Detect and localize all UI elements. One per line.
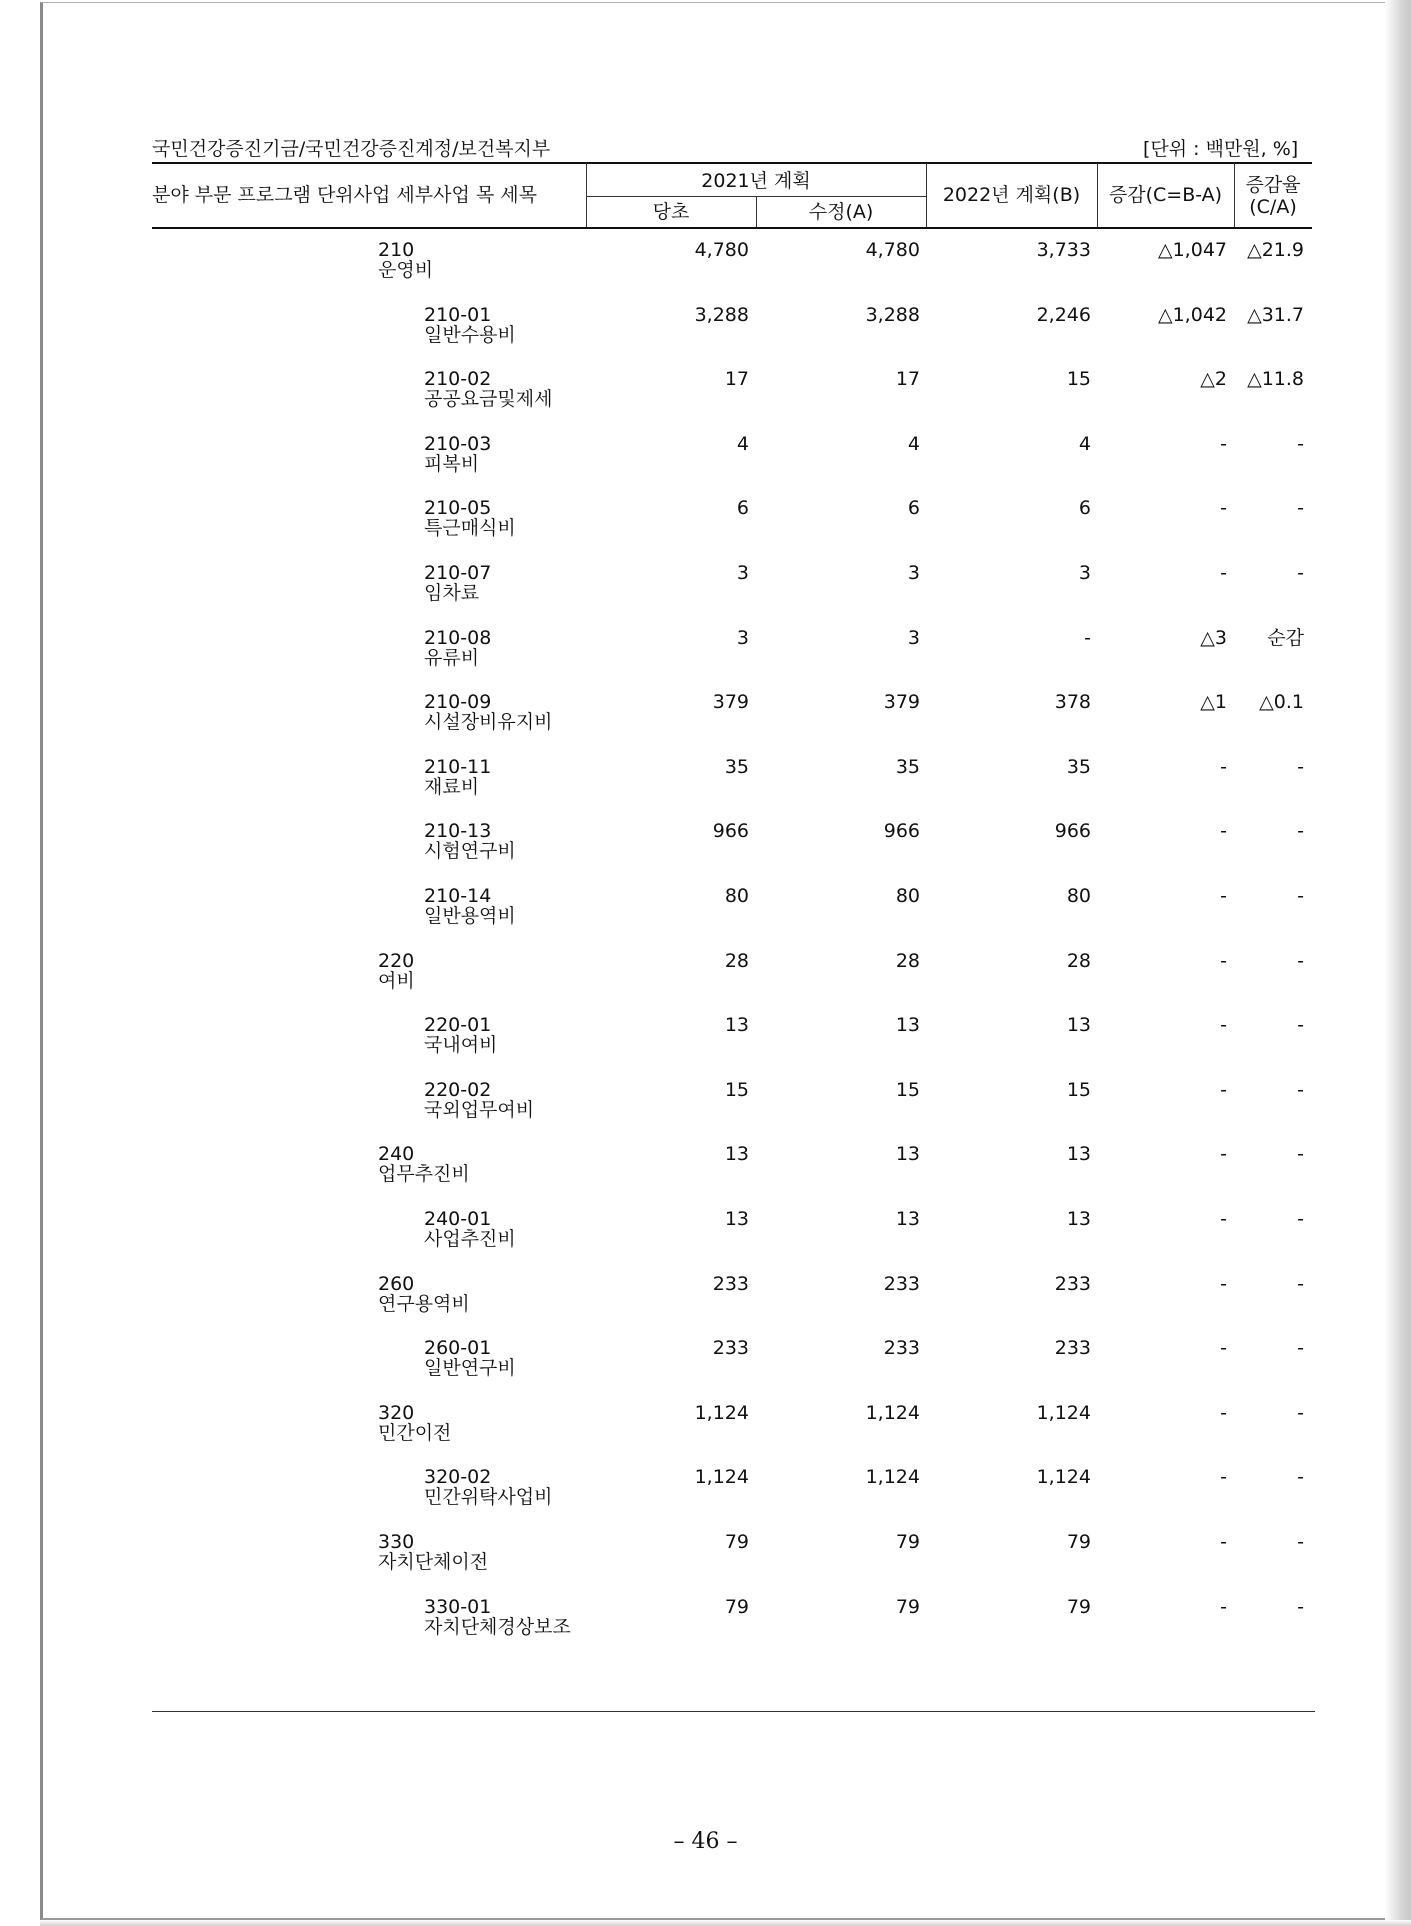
- footer-rule: [152, 1711, 1315, 1712]
- original-amount: 233: [712, 1272, 749, 1295]
- item-name: 일반연구비: [424, 1357, 516, 1380]
- change-amount: -: [1220, 1014, 1227, 1037]
- revised-amount: 3: [907, 626, 920, 649]
- plan-2022-amount: 233: [1054, 1337, 1091, 1360]
- item-name: 여비: [378, 969, 415, 992]
- change-rate: -: [1297, 1466, 1304, 1489]
- original-amount: 80: [724, 885, 749, 907]
- header-plan-2021: 2021년 계획: [701, 170, 811, 192]
- revised-amount: 79: [895, 1531, 920, 1553]
- table-row: [0, 1015, 1411, 1079]
- table-row: [0, 563, 1411, 627]
- plan-2022-amount: -: [1084, 626, 1091, 649]
- item-name: 자치단체이전: [378, 1551, 489, 1573]
- change-amount: △3: [1200, 626, 1227, 649]
- table-row: [0, 369, 1411, 433]
- item-name: 국내여비: [424, 1034, 498, 1057]
- plan-2022-amount: 15: [1066, 1078, 1091, 1101]
- item-name: 업무추진비: [378, 1163, 470, 1186]
- original-amount: 13: [724, 1143, 749, 1166]
- change-rate: △31.7: [1247, 303, 1304, 326]
- revised-amount: 79: [895, 1595, 920, 1618]
- item-code: 210-08: [424, 626, 492, 649]
- header-rate-line1: 증감율: [1245, 174, 1301, 196]
- plan-2022-amount: 233: [1054, 1272, 1091, 1295]
- item-code: 210-02: [424, 368, 492, 391]
- table-row: [0, 951, 1411, 1015]
- revised-amount: 13: [895, 1143, 920, 1166]
- change-amount: △1,047: [1157, 239, 1227, 261]
- revised-amount: 28: [895, 949, 920, 972]
- plan-2022-amount: 966: [1054, 820, 1091, 843]
- change-amount: △2: [1200, 368, 1227, 391]
- original-amount: 17: [724, 368, 749, 391]
- item-name: 임차료: [424, 582, 480, 604]
- plan-2022-amount: 13: [1066, 1143, 1091, 1166]
- item-name: 국외업무여비: [424, 1098, 535, 1121]
- item-code: 210-03: [424, 432, 492, 455]
- original-amount: 35: [724, 755, 749, 778]
- item-code: 210-07: [424, 562, 492, 584]
- header-top-rule: [152, 162, 1312, 164]
- original-amount: 3: [736, 626, 749, 649]
- unit-label: [단위 : 백만원, %]: [1143, 138, 1299, 160]
- item-name: 특근매식비: [424, 517, 516, 540]
- change-amount: -: [1220, 885, 1227, 907]
- item-name: 공공요금및제세: [424, 388, 553, 411]
- plan-2022-amount: 79: [1066, 1531, 1091, 1553]
- item-code: 240: [378, 1143, 415, 1166]
- plan-2022-amount: 80: [1066, 885, 1091, 907]
- original-amount: 4: [736, 432, 749, 455]
- plan-2022-amount: 3: [1078, 562, 1091, 584]
- plan-2022-amount: 13: [1066, 1014, 1091, 1037]
- change-amount: -: [1220, 1401, 1227, 1424]
- page-number: – 46 –: [673, 1829, 738, 1854]
- plan-2022-amount: 28: [1066, 949, 1091, 972]
- table-row: [0, 498, 1411, 562]
- revised-amount: 966: [883, 820, 920, 843]
- item-code: 210-11: [424, 755, 492, 778]
- item-code: 220-02: [424, 1078, 492, 1101]
- revised-amount: 17: [895, 368, 920, 391]
- item-code: 320: [378, 1401, 415, 1424]
- plan-2022-amount: 79: [1066, 1595, 1091, 1618]
- change-amount: -: [1220, 1595, 1227, 1618]
- change-rate: -: [1297, 497, 1304, 520]
- item-name: 사업추진비: [424, 1228, 516, 1250]
- revised-amount: 3: [907, 562, 920, 584]
- original-amount: 233: [712, 1337, 749, 1360]
- change-rate: -: [1297, 562, 1304, 584]
- revised-amount: 1,124: [865, 1401, 920, 1424]
- item-code: 220-01: [424, 1014, 492, 1037]
- revised-amount: 233: [883, 1337, 920, 1360]
- original-amount: 1,124: [694, 1401, 749, 1424]
- revised-amount: 13: [895, 1014, 920, 1037]
- change-rate: -: [1297, 1208, 1304, 1230]
- item-code: 210-01: [424, 303, 492, 326]
- item-name: 재료비: [424, 775, 480, 798]
- table-row: [0, 1403, 1411, 1467]
- original-amount: 379: [712, 691, 749, 714]
- table-row: [0, 821, 1411, 885]
- table-row: [0, 1532, 1411, 1596]
- plan-2022-amount: 1,124: [1036, 1466, 1091, 1489]
- table-row: [0, 886, 1411, 950]
- change-rate: -: [1297, 755, 1304, 778]
- item-code: 330-01: [424, 1595, 492, 1618]
- change-rate: -: [1297, 1272, 1304, 1295]
- plan-2022-amount: 1,124: [1036, 1401, 1091, 1424]
- table-row: [0, 1597, 1411, 1661]
- plan-2022-amount: 6: [1078, 497, 1091, 520]
- original-amount: 966: [712, 820, 749, 843]
- revised-amount: 13: [895, 1208, 920, 1230]
- change-amount: -: [1220, 1143, 1227, 1166]
- item-name: 시설장비유지비: [424, 711, 553, 734]
- item-code: 210-09: [424, 691, 492, 714]
- revised-amount: 1,124: [865, 1466, 920, 1489]
- original-amount: 3: [736, 562, 749, 584]
- header-bottom-rule: [152, 227, 1312, 229]
- change-amount: -: [1220, 1272, 1227, 1295]
- revised-amount: 6: [907, 497, 920, 520]
- change-amount: △1,042: [1157, 303, 1227, 326]
- plan-2022-amount: 3,733: [1036, 239, 1091, 261]
- change-rate: 순감: [1267, 626, 1304, 649]
- page-bottom-shadow: [40, 1920, 1411, 1926]
- revised-amount: 379: [883, 691, 920, 714]
- revised-amount: 35: [895, 755, 920, 778]
- change-rate: -: [1297, 432, 1304, 455]
- table-row: [0, 1080, 1411, 1144]
- original-amount: 1,124: [694, 1466, 749, 1489]
- change-amount: -: [1220, 1466, 1227, 1489]
- table-row: [0, 757, 1411, 821]
- original-amount: 79: [724, 1531, 749, 1553]
- table-row: [0, 628, 1411, 692]
- change-rate: -: [1297, 949, 1304, 972]
- revised-amount: 4: [907, 432, 920, 455]
- change-rate: -: [1297, 1595, 1304, 1618]
- table-row: [0, 434, 1411, 498]
- original-amount: 13: [724, 1014, 749, 1037]
- item-code: 210: [378, 239, 415, 261]
- header-plan-2022: 2022년 계획(B): [942, 184, 1081, 206]
- change-rate: -: [1297, 1143, 1304, 1166]
- item-name: 민간위탁사업비: [424, 1486, 553, 1509]
- revised-amount: 3,288: [865, 303, 920, 326]
- original-amount: 79: [724, 1595, 749, 1618]
- item-code: 240-01: [424, 1208, 492, 1230]
- change-rate: -: [1297, 1014, 1304, 1037]
- change-amount: -: [1220, 432, 1227, 455]
- item-code: 220: [378, 949, 415, 972]
- original-amount: 15: [724, 1078, 749, 1101]
- item-name: 시험연구비: [424, 840, 516, 863]
- original-amount: 13: [724, 1208, 749, 1230]
- change-rate: △11.8: [1247, 368, 1304, 391]
- plan-2022-amount: 15: [1066, 368, 1091, 391]
- item-code: 260-01: [424, 1337, 492, 1360]
- change-rate: -: [1297, 1401, 1304, 1424]
- header-rate-line2: (C/A): [1249, 196, 1297, 218]
- item-name: 일반수용비: [424, 323, 516, 346]
- original-amount: 3,288: [694, 303, 749, 326]
- change-amount: △1: [1200, 691, 1227, 714]
- table-row: [0, 305, 1411, 369]
- item-name: 운영비: [378, 259, 434, 281]
- change-rate: -: [1297, 1078, 1304, 1101]
- table-row: [0, 1274, 1411, 1338]
- original-amount: 6: [736, 497, 749, 520]
- change-rate: -: [1297, 885, 1304, 907]
- header-original: 당초: [652, 201, 690, 223]
- change-amount: -: [1220, 949, 1227, 972]
- item-name: 일반용역비: [424, 905, 516, 927]
- plan-2022-amount: 4: [1078, 432, 1091, 455]
- change-amount: -: [1220, 1337, 1227, 1360]
- header-change: 증감(C=B-A): [1108, 184, 1223, 206]
- table-row: [0, 692, 1411, 756]
- item-name: 피복비: [424, 452, 480, 475]
- change-rate: △0.1: [1259, 691, 1304, 714]
- change-amount: -: [1220, 755, 1227, 778]
- change-amount: -: [1220, 820, 1227, 843]
- change-rate: -: [1297, 1337, 1304, 1360]
- table-row: [0, 1144, 1411, 1208]
- table-row: [0, 1338, 1411, 1402]
- item-name: 유류비: [424, 646, 480, 669]
- item-code: 330: [378, 1531, 415, 1553]
- plan-2022-amount: 13: [1066, 1208, 1091, 1230]
- revised-amount: 80: [895, 885, 920, 907]
- item-code: 210-14: [424, 885, 492, 907]
- item-name: 민간이전: [378, 1421, 452, 1444]
- original-amount: 4,780: [694, 239, 749, 261]
- revised-amount: 4,780: [865, 239, 920, 261]
- change-amount: -: [1220, 1531, 1227, 1553]
- plan-2022-amount: 2,246: [1036, 303, 1091, 326]
- item-code: 260: [378, 1272, 415, 1295]
- table-row: [0, 1467, 1411, 1531]
- change-amount: -: [1220, 1078, 1227, 1101]
- original-amount: 28: [724, 949, 749, 972]
- table-row: [0, 1209, 1411, 1273]
- revised-amount: 15: [895, 1078, 920, 1101]
- change-rate: -: [1297, 820, 1304, 843]
- item-code: 210-13: [424, 820, 492, 843]
- change-amount: -: [1220, 562, 1227, 584]
- change-rate: △21.9: [1247, 239, 1304, 261]
- header-classification: 분야 부문 프로그램 단위사업 세부사업 목 세목: [152, 184, 537, 206]
- change-rate: -: [1297, 1531, 1304, 1553]
- item-name: 연구용역비: [378, 1292, 470, 1315]
- item-code: 210-05: [424, 497, 492, 520]
- change-amount: -: [1220, 497, 1227, 520]
- item-code: 320-02: [424, 1466, 492, 1489]
- plan-2022-amount: 35: [1066, 755, 1091, 778]
- header-revised: 수정(A): [808, 201, 874, 223]
- item-name: 자치단체경상보조: [424, 1615, 571, 1638]
- agency-title: 국민건강증진기금/국민건강증진계정/보건복지부: [152, 138, 551, 160]
- revised-amount: 233: [883, 1272, 920, 1295]
- change-amount: -: [1220, 1208, 1227, 1230]
- plan-2022-amount: 378: [1054, 691, 1091, 714]
- table-row: [0, 240, 1411, 304]
